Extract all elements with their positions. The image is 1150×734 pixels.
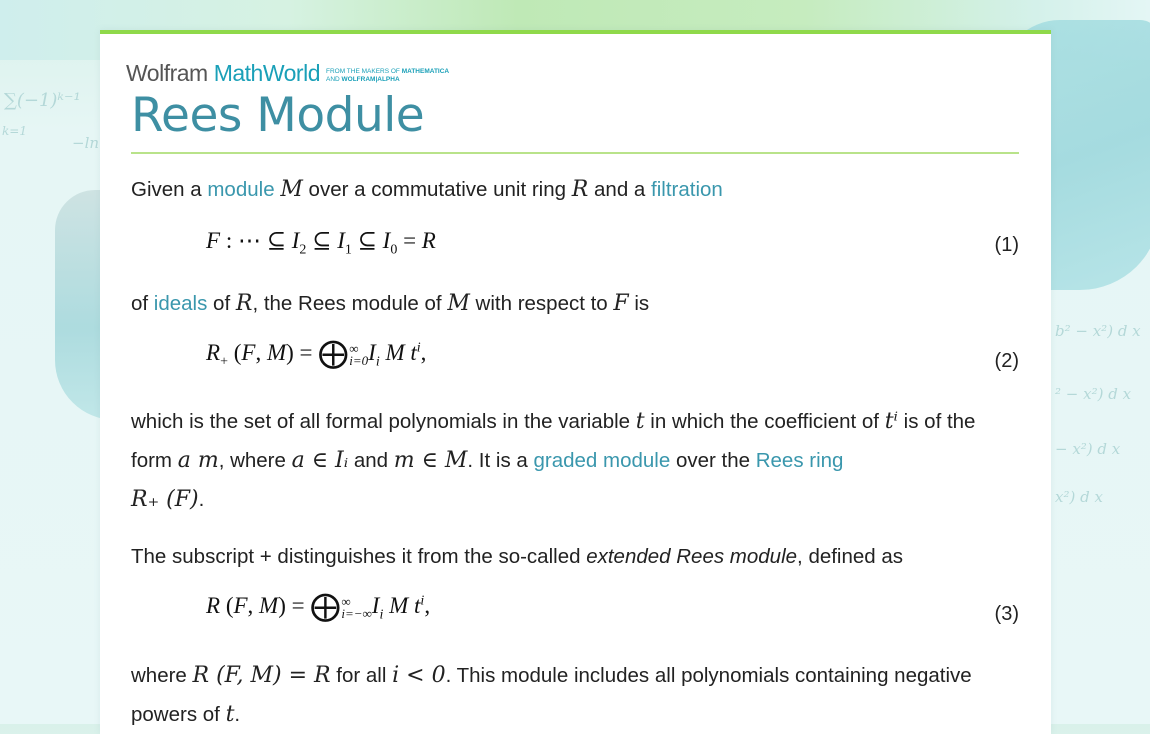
text: of — [131, 292, 154, 315]
background-math-sum: ∑(−1)ᵏ⁻¹ — [4, 90, 81, 111]
sum-lower-limit: i=0 — [349, 352, 369, 368]
text: where — [131, 664, 193, 687]
background-math-ln: −ln — [72, 134, 100, 152]
math-i-less-than-0: i < 0 — [392, 663, 446, 688]
logo-tagline — [326, 68, 449, 87]
tagline-line2: AND — [325, 75, 342, 83]
equation-number-2: (2) — [994, 350, 1019, 372]
sum-lower-limit: i=−∞ — [341, 605, 372, 621]
term-extended-rees-module: extended Rees module — [586, 545, 798, 568]
equation-number-3: (3) — [994, 603, 1019, 625]
math-R-plus-F: R₊ (F) — [131, 487, 199, 512]
text: and a — [588, 178, 652, 201]
logo-mathworld-text: MathWorld — [213, 60, 320, 86]
tagline-line1: FROM THE MAKERS OF — [325, 68, 402, 75]
paragraph-formal-polynomials — [131, 402, 1019, 519]
background-math-integral-4: x²) d x — [1055, 488, 1103, 506]
link-graded-module[interactable]: graded module — [533, 449, 671, 472]
math-t: t — [225, 702, 235, 727]
sum-upper-limit: ∞ — [341, 593, 351, 609]
background-math-integral-1: b² − x²) d x — [1055, 322, 1141, 340]
math-R-F-M-equals-R: R (F, M) = R — [192, 663, 331, 688]
text: , defined as — [797, 545, 904, 568]
math-t: t — [635, 409, 645, 434]
text: . — [198, 488, 205, 511]
sum-upper-limit: ∞ — [349, 340, 359, 356]
text: in which the coefficient of — [644, 410, 885, 433]
link-module[interactable]: module — [207, 178, 275, 201]
equation-1: F : ⋯ ⊆ $I_2$ ⊆ $I_1$ ⊆ $I_0 = R$ — [206, 228, 436, 258]
text: over a commutative unit ring — [302, 178, 572, 201]
tagline-wolframalpha: WOLFRAM|ALPHA — [341, 75, 400, 83]
background-math-integral-2: ² − x²) d x — [1055, 385, 1132, 403]
text: over the — [670, 449, 756, 472]
paragraph-ideals — [131, 284, 1019, 323]
link-ideals[interactable]: ideals — [153, 292, 208, 315]
background-math-integral-3: − x²) d x — [1055, 440, 1121, 458]
link-rees-ring[interactable]: Rees ring — [755, 449, 844, 472]
math-R: R — [235, 291, 253, 316]
paragraph-extended — [131, 537, 1019, 576]
text: with respect to — [469, 292, 614, 315]
tagline-mathematica: MATHEMATICA — [401, 68, 450, 75]
math-t-power-i: tⁱ — [884, 409, 898, 434]
equation-2: $R_+$ (F, M) = ⨁ ∞ i=0 $I_i$ M $t^i$, — [206, 337, 427, 370]
text: . — [234, 703, 241, 726]
math-R: R — [571, 177, 589, 202]
equation-number-1: (1) — [994, 234, 1019, 256]
text: is of the form — [131, 410, 976, 472]
page-title: Rees Module — [131, 88, 425, 143]
equation-3: R (F, M) = ⨁ ∞ i=−∞ $I_i$ M $t^i$, — [206, 590, 431, 623]
text: and — [348, 449, 394, 472]
direct-sum-symbol: ⨁ — [310, 590, 341, 623]
math-am: a m — [177, 448, 219, 473]
title-divider — [131, 152, 1019, 154]
text: for all — [330, 664, 393, 687]
text: , the Rees module of — [252, 292, 448, 315]
math-M: M — [447, 291, 470, 316]
math-m-in-M: m ∈ M — [393, 448, 468, 473]
text: is — [628, 292, 650, 315]
text: of — [207, 292, 236, 315]
site-logo[interactable] — [126, 60, 449, 87]
paragraph-intro — [131, 170, 1019, 209]
math-F: F — [613, 291, 629, 316]
direct-sum-symbol: ⨁ — [318, 337, 349, 370]
text: which is the set of all formal polynomials in the variable — [131, 410, 636, 433]
text: The subscript + distinguishes it from the so-called — [131, 545, 587, 568]
math-a-in-Ii: a ∈ Iᵢ — [291, 448, 349, 473]
text: . It is a — [467, 449, 534, 472]
text: Given a — [131, 178, 208, 201]
math-M: M — [280, 177, 303, 202]
article-card — [100, 30, 1051, 734]
paragraph-negative-powers — [131, 656, 1019, 734]
link-filtration[interactable]: filtration — [651, 178, 723, 201]
logo-wolfram-text: Wolfram — [126, 60, 208, 86]
background-math-sum-sub: k=1 — [2, 124, 27, 138]
text: , where — [218, 449, 292, 472]
text: . This module includes all polynomials containing negative powers of — [131, 664, 972, 726]
